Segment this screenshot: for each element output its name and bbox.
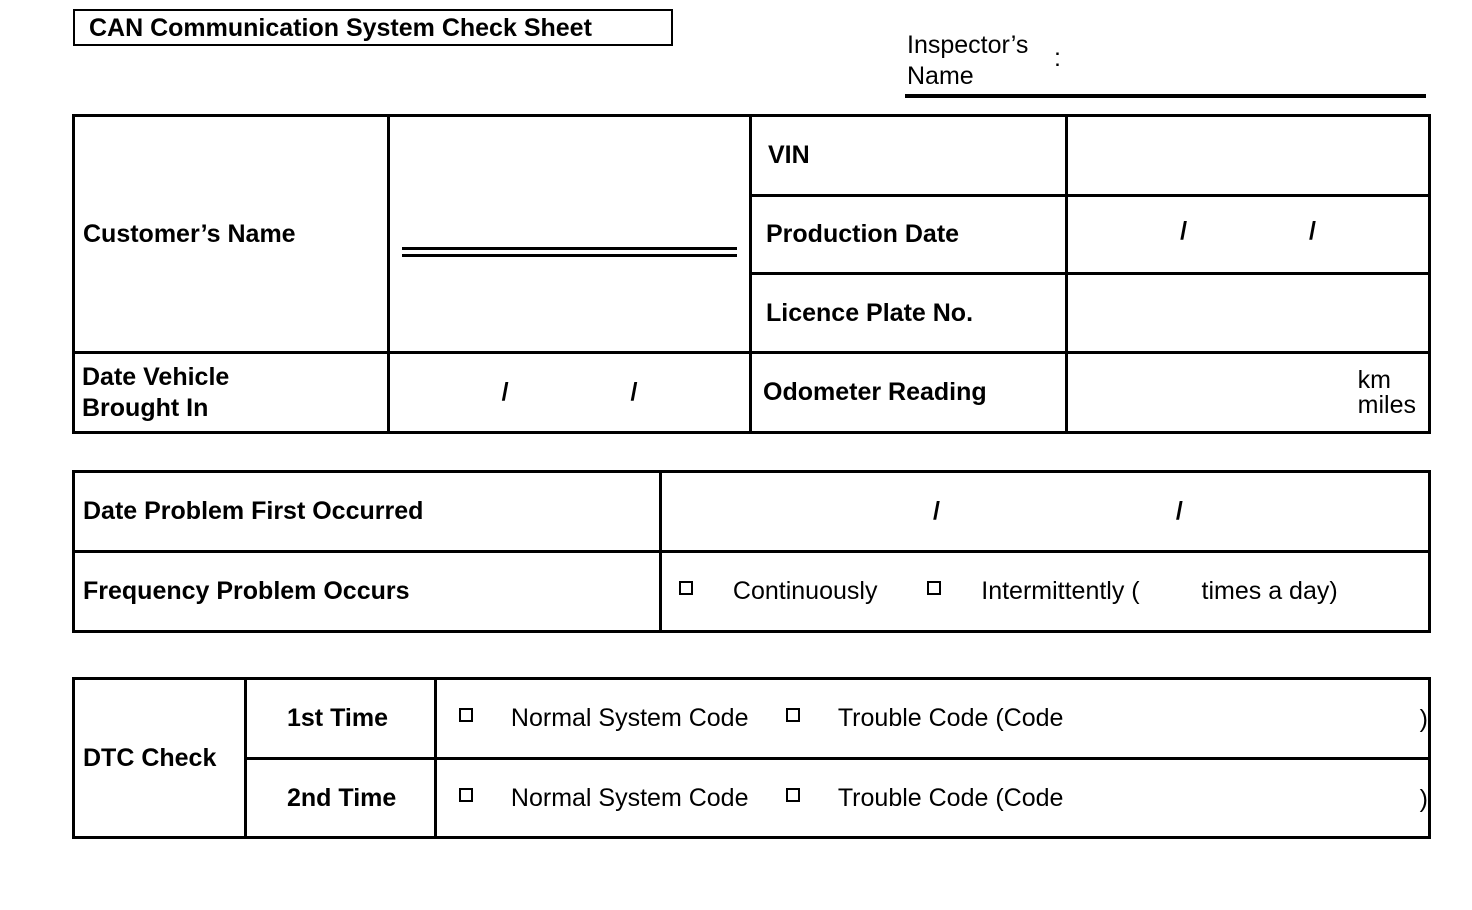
dtc-row [436,759,1430,838]
odometer-field[interactable] [1067,353,1430,433]
inspector-name-label [907,30,1028,92]
dtc-row-time: 2nd Time [246,759,436,838]
frequency-label: Frequency Problem Occurs [74,552,661,632]
inspector-name-field[interactable] [905,94,1426,98]
intermittently-checkbox[interactable] [927,581,941,595]
first-occurred-field[interactable] [661,472,1430,552]
problem-info-table [72,470,1431,633]
frequency-field [661,552,1430,632]
date-brought-in-field[interactable] [389,353,751,433]
production-date-sep-2: / [1308,217,1316,245]
customer-name-double-line [402,247,737,257]
production-date-sep-1: / [1180,217,1188,245]
sheet-title: CAN Communication System Check Sheet [89,14,592,42]
date-brought-in-sep-2: / [630,378,638,406]
customer-name-label: Customer’s Name [74,116,389,353]
vin-field[interactable] [1067,116,1430,196]
dtc-row [436,679,1430,759]
continuously-label: Continuously [732,577,878,605]
date-brought-in-label-line1: Date Vehicle [82,362,230,391]
continuously-checkbox[interactable] [679,581,693,595]
sheet-title-box [73,9,673,46]
production-date-field[interactable] [1067,196,1430,274]
trouble-code-close: ) [1419,785,1428,813]
trouble-code-label: Trouble Code (Code [837,783,1064,812]
licence-plate-label: Licence Plate No. [751,274,1067,353]
trouble-code-close: ) [1419,705,1428,733]
trouble-code-checkbox[interactable] [786,788,800,802]
inspector-label-line2: Name [907,62,974,90]
date-brought-in-label-line2: Brought In [82,393,209,422]
date-brought-in-label [74,353,389,433]
odometer-unit-miles: miles [1357,390,1416,419]
odometer-units [1357,365,1416,419]
normal-code-checkbox[interactable] [459,708,473,722]
trouble-code-checkbox[interactable] [786,708,800,722]
inspector-label-line1: Inspector’s [907,31,1029,59]
date-brought-in-sep-1: / [501,378,509,406]
licence-plate-field[interactable] [1067,274,1430,353]
inspector-colon: : [1054,44,1061,72]
normal-code-checkbox[interactable] [459,788,473,802]
dtc-check-table [72,677,1431,839]
dtc-check-label: DTC Check [74,679,246,838]
customer-name-field[interactable] [389,116,751,353]
first-occurred-label: Date Problem First Occurred [74,472,661,552]
production-date-label: Production Date [751,196,1067,274]
normal-code-label: Normal System Code [510,704,749,732]
trouble-code-label: Trouble Code (Code [837,704,1064,732]
first-occurred-sep-1: / [932,497,940,525]
dtc-row-time: 1st Time [246,679,436,759]
odometer-label: Odometer Reading [751,353,1067,433]
intermittently-label: Intermittently ( [981,577,1140,605]
vin-label: VIN [751,116,1067,196]
normal-code-label: Normal System Code [510,783,749,812]
first-occurred-sep-2: / [1175,497,1183,525]
odometer-unit-km: km [1357,365,1391,394]
times-a-day-label: times a day) [1201,577,1338,605]
vehicle-info-table [72,114,1431,434]
